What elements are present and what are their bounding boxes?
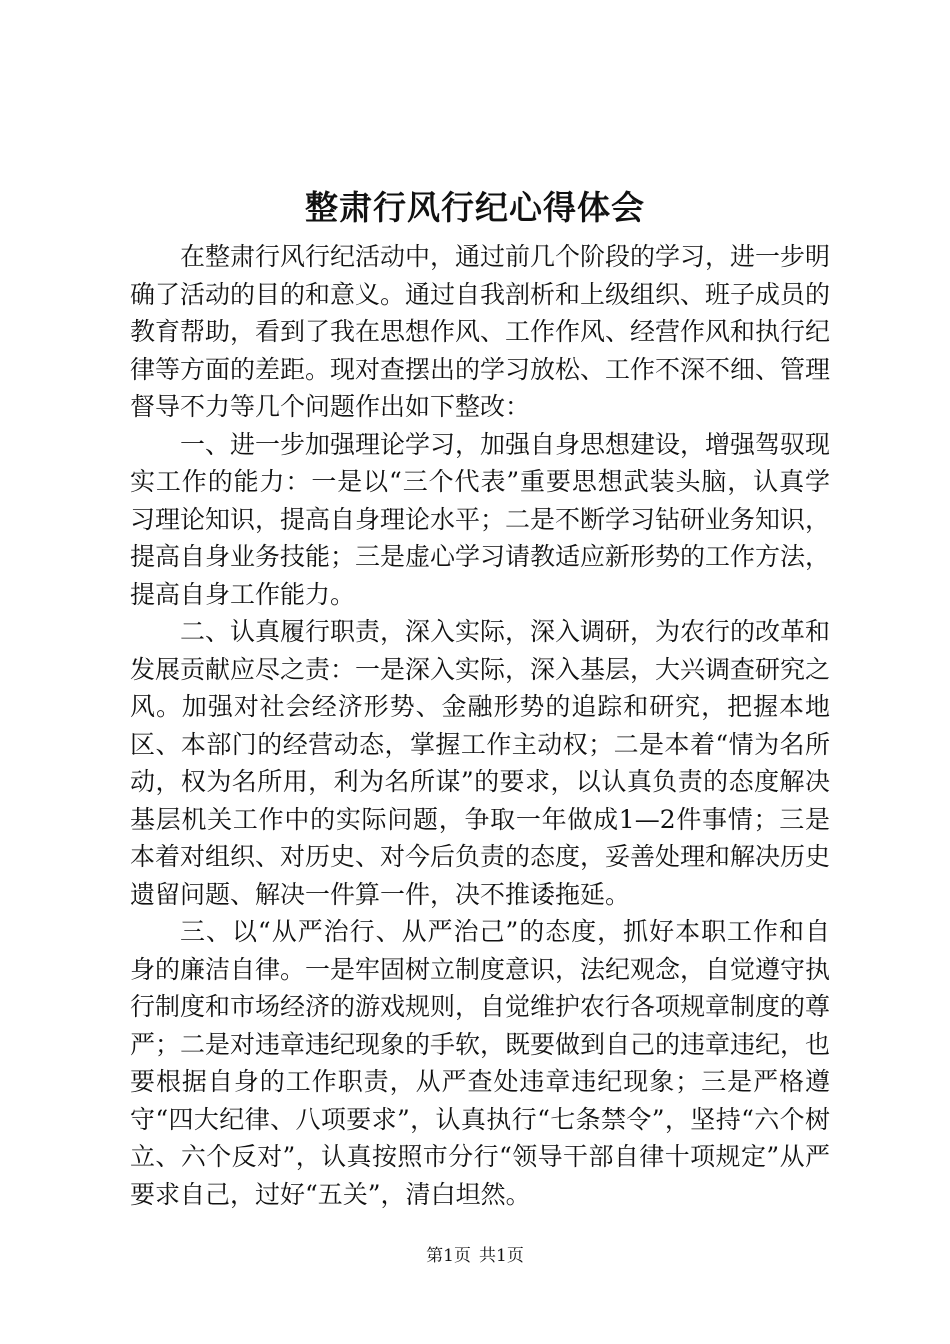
- page-number-total: 共1页: [479, 1246, 524, 1266]
- paragraph-intro: 在整肃行风行纪活动中，通过前几个阶段的学习，进一步明确了活动的目的和意义。通过自我剖析和上级组织、班子成员的教育帮助，看到了我在思想作风、工作作风、经营作风和执行纪律等方面的差距。现对查摆出的学习放松、工作不深不细、管理督导不力等几个问题作出如下整改：: [130, 242, 831, 421]
- paragraph-section-1: 一、进一步加强理论学习，加强自身思想建设，增强驾驭现实工作的能力：一是以“三个代表”重要思想武装头脑，认真学习理论知识，提高自身理论水平；二是不断学习钻研业务知识，提高自身业务技能；三是虚心学习请教适应新形势的工作方法，提高自身工作能力。: [130, 429, 831, 609]
- paragraph-section-3: 三、以“从严治行、从严治己”的态度，抓好本职工作和自身的廉洁自律。一是牢固树立制度意识，法纪观念，自觉遵守执行制度和市场经济的游戏规则，自觉维护农行各项规章制度的尊严；二是对违章违纪现象的手软，既要做到自己的违章违纪，也要根据自身的工作职责，从严查处违章违纪现象；三是严格遵守“四大纪律、八项要求”，认真执行“七条禁令”，坚持“六个树立、六个反对”，认真按照市分行“领导干部自律十项规定”从严要求自己，过好“五关”，清白坦然。: [130, 917, 831, 1209]
- document-title: 整肃行风行纪心得体会: [305, 188, 645, 227]
- page-number-current: 第1页: [426, 1246, 471, 1266]
- paragraph-section-2: 二、认真履行职责，深入实际，深入调研，为农行的改革和发展贡献应尽之责：一是深入实际，深入基层，大兴调查研究之风。加强对社会经济形势、金融形势的追踪和研究，把握本地区、本部门的经营动态，掌握工作主动权；二是本着“情为名所动，权为名所用，利为名所谋”的要求，以认真负责的态度解决基层机关工作中的实际问题，争取一年做成1—2件事情；三是本着对组织、对历史、对今后负责的态度，妥善处理和解决历史遗留问题、解决一件算一件，决不推诿拖延。: [130, 617, 831, 909]
- document-body: [130, 238, 830, 1213]
- page-footer: [0, 1245, 950, 1267]
